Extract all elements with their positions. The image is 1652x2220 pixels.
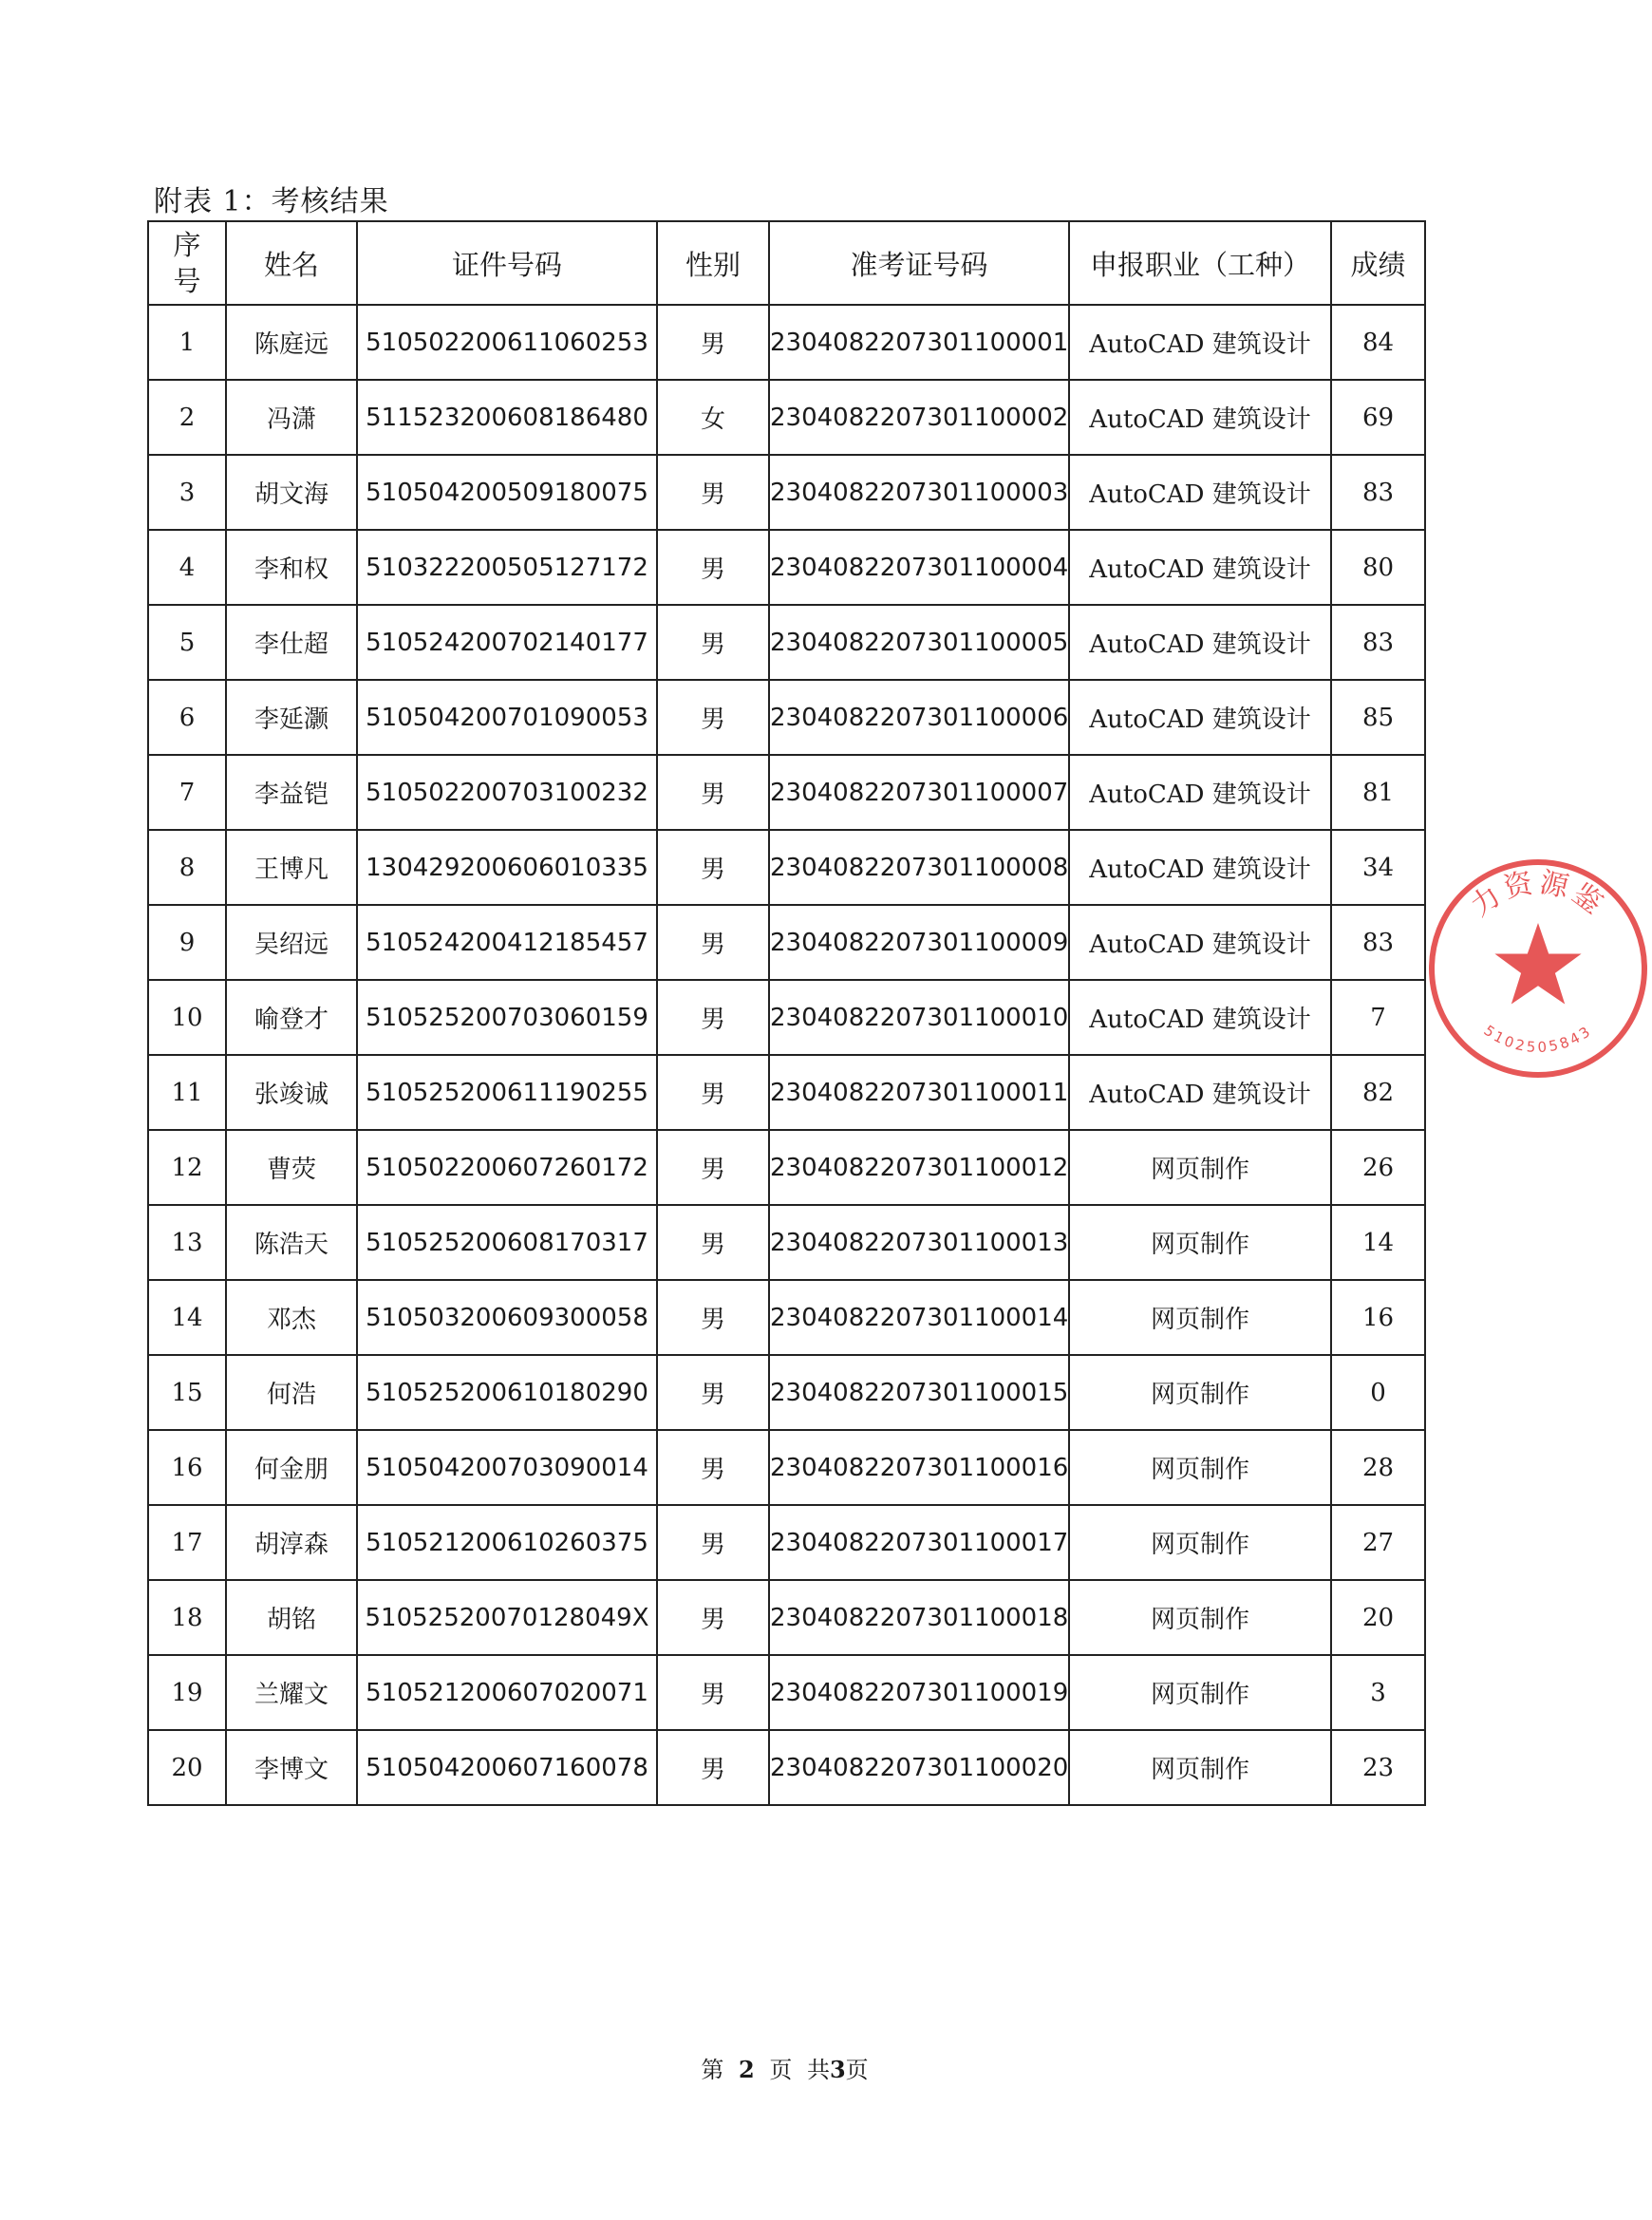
cell-id-number: 510524200412185457 [357, 905, 657, 980]
cell-name: 王博凡 [226, 830, 357, 905]
header-name: 姓名 [226, 221, 357, 305]
results-table [147, 220, 1426, 1806]
table-row [148, 1580, 1425, 1655]
cell-seq: 4 [148, 530, 226, 605]
cell-sex: 男 [657, 1430, 769, 1505]
table-row [148, 1430, 1425, 1505]
cell-sex: 男 [657, 605, 769, 680]
seal-number-text [1481, 1022, 1596, 1056]
cell-seq: 7 [148, 755, 226, 830]
cell-exam-number: 2304082207301100012 [769, 1130, 1069, 1205]
cell-job: AutoCAD 建筑设计 [1069, 530, 1331, 605]
cell-name: 李博文 [226, 1730, 357, 1805]
cell-score: 23 [1331, 1730, 1425, 1805]
cell-name: 张竣诚 [226, 1055, 357, 1130]
cell-id-number: 510521200610260375 [357, 1505, 657, 1580]
cell-job: 网页制作 [1069, 1280, 1331, 1355]
cell-sex: 男 [657, 1355, 769, 1430]
cell-id-number: 510503200609300058 [357, 1280, 657, 1355]
cell-exam-number: 2304082207301100017 [769, 1505, 1069, 1580]
cell-id-number: 510502200607260172 [357, 1130, 657, 1205]
cell-job: AutoCAD 建筑设计 [1069, 305, 1331, 380]
cell-exam-number: 2304082207301100002 [769, 380, 1069, 455]
cell-sex: 男 [657, 455, 769, 530]
cell-id-number: 510504200701090053 [357, 680, 657, 755]
cell-score: 3 [1331, 1655, 1425, 1730]
header-id: 证件号码 [357, 221, 657, 305]
cell-seq: 5 [148, 605, 226, 680]
table-row [148, 1730, 1425, 1805]
cell-seq: 10 [148, 980, 226, 1055]
cell-job: AutoCAD 建筑设计 [1069, 680, 1331, 755]
cell-job: AutoCAD 建筑设计 [1069, 755, 1331, 830]
cell-sex: 男 [657, 830, 769, 905]
table-body [148, 305, 1425, 1805]
cell-score: 0 [1331, 1355, 1425, 1430]
cell-name: 冯潇 [226, 380, 357, 455]
page-current: 2 [738, 2056, 755, 2083]
cell-exam-number: 2304082207301100016 [769, 1430, 1069, 1505]
cell-score: 83 [1331, 605, 1425, 680]
cell-id-number: 510502200703100232 [357, 755, 657, 830]
cell-id-number: 510521200607020071 [357, 1655, 657, 1730]
cell-id-number: 510525200611190255 [357, 1055, 657, 1130]
cell-sex: 男 [657, 1055, 769, 1130]
cell-exam-number: 2304082207301100013 [769, 1205, 1069, 1280]
cell-id-number: 510525200608170317 [357, 1205, 657, 1280]
cell-exam-number: 2304082207301100011 [769, 1055, 1069, 1130]
cell-seq: 1 [148, 305, 226, 380]
cell-sex: 男 [657, 1130, 769, 1205]
cell-exam-number: 2304082207301100001 [769, 305, 1069, 380]
header-job: 申报职业（工种） [1069, 221, 1331, 305]
cell-id-number: 510525200610180290 [357, 1355, 657, 1430]
cell-id-number: 510524200702140177 [357, 605, 657, 680]
cell-score: 34 [1331, 830, 1425, 905]
seal-number-textpath: 5102505843 [1480, 1022, 1596, 1057]
cell-exam-number: 2304082207301100018 [769, 1580, 1069, 1655]
cell-id-number: 130429200606010335 [357, 830, 657, 905]
cell-exam-number: 2304082207301100006 [769, 680, 1069, 755]
header-sex: 性别 [657, 221, 769, 305]
cell-score: 69 [1331, 380, 1425, 455]
cell-name: 李仕超 [226, 605, 357, 680]
header-seq-line2: 号 [173, 265, 201, 297]
cell-job: 网页制作 [1069, 1430, 1331, 1505]
cell-seq: 20 [148, 1730, 226, 1805]
cell-name: 李益铠 [226, 755, 357, 830]
cell-seq: 2 [148, 380, 226, 455]
cell-id-number: 510504200509180075 [357, 455, 657, 530]
cell-exam-number: 2304082207301100004 [769, 530, 1069, 605]
cell-job: AutoCAD 建筑设计 [1069, 905, 1331, 980]
cell-name: 兰耀文 [226, 1655, 357, 1730]
cell-id-number: 510322200505127172 [357, 530, 657, 605]
cell-seq: 3 [148, 455, 226, 530]
cell-seq: 15 [148, 1355, 226, 1430]
table-row [148, 905, 1425, 980]
cell-name: 胡淳森 [226, 1505, 357, 1580]
table-row [148, 605, 1425, 680]
cell-seq: 11 [148, 1055, 226, 1130]
cell-sex: 男 [657, 755, 769, 830]
cell-sex: 男 [657, 1280, 769, 1355]
cell-job: 网页制作 [1069, 1205, 1331, 1280]
cell-score: 14 [1331, 1205, 1425, 1280]
table-header-row [148, 221, 1425, 305]
cell-seq: 8 [148, 830, 226, 905]
official-seal [1424, 855, 1652, 1082]
cell-sex: 男 [657, 905, 769, 980]
cell-exam-number: 2304082207301100010 [769, 980, 1069, 1055]
page-suffix: 页 [845, 2057, 869, 2083]
cell-job: AutoCAD 建筑设计 [1069, 380, 1331, 455]
cell-job: AutoCAD 建筑设计 [1069, 980, 1331, 1055]
cell-id-number: 511523200608186480 [357, 380, 657, 455]
cell-sex: 男 [657, 530, 769, 605]
cell-job: AutoCAD 建筑设计 [1069, 455, 1331, 530]
cell-score: 81 [1331, 755, 1425, 830]
cell-id-number: 510525200703060159 [357, 980, 657, 1055]
cell-seq: 13 [148, 1205, 226, 1280]
cell-name: 吴绍远 [226, 905, 357, 980]
cell-job: 网页制作 [1069, 1580, 1331, 1655]
cell-sex: 男 [657, 305, 769, 380]
cell-sex: 男 [657, 1205, 769, 1280]
cell-score: 7 [1331, 980, 1425, 1055]
table-row [148, 1205, 1425, 1280]
cell-job: AutoCAD 建筑设计 [1069, 830, 1331, 905]
cell-exam-number: 2304082207301100007 [769, 755, 1069, 830]
cell-id-number: 510504200703090014 [357, 1430, 657, 1505]
cell-exam-number: 2304082207301100009 [769, 905, 1069, 980]
table-row [148, 755, 1425, 830]
cell-score: 16 [1331, 1280, 1425, 1355]
cell-exam-number: 2304082207301100019 [769, 1655, 1069, 1730]
cell-sex: 男 [657, 980, 769, 1055]
cell-exam-number: 2304082207301100008 [769, 830, 1069, 905]
cell-sex: 男 [657, 1505, 769, 1580]
header-seq-line1: 序 [173, 229, 201, 261]
cell-seq: 9 [148, 905, 226, 980]
cell-sex: 男 [657, 1580, 769, 1655]
cell-seq: 16 [148, 1430, 226, 1505]
cell-job: 网页制作 [1069, 1355, 1331, 1430]
cell-exam-number: 2304082207301100003 [769, 455, 1069, 530]
cell-exam-number: 2304082207301100005 [769, 605, 1069, 680]
cell-exam-number: 2304082207301100020 [769, 1730, 1069, 1805]
cell-job: 网页制作 [1069, 1730, 1331, 1805]
header-score: 成绩 [1331, 221, 1425, 305]
cell-name: 胡文海 [226, 455, 357, 530]
cell-name: 李延灏 [226, 680, 357, 755]
cell-sex: 男 [657, 680, 769, 755]
cell-score: 84 [1331, 305, 1425, 380]
table-row [148, 830, 1425, 905]
cell-job: 网页制作 [1069, 1655, 1331, 1730]
cell-seq: 14 [148, 1280, 226, 1355]
cell-name: 何浩 [226, 1355, 357, 1430]
cell-name: 李和权 [226, 530, 357, 605]
cell-id-number: 510502200611060253 [357, 305, 657, 380]
cell-score: 20 [1331, 1580, 1425, 1655]
header-exam-no: 准考证号码 [769, 221, 1069, 305]
cell-score: 26 [1331, 1130, 1425, 1205]
table-row [148, 305, 1425, 380]
table-row [148, 455, 1425, 530]
page-prefix: 第 [701, 2057, 724, 2083]
cell-score: 85 [1331, 680, 1425, 755]
header-seq [148, 221, 226, 305]
cell-seq: 17 [148, 1505, 226, 1580]
cell-seq: 18 [148, 1580, 226, 1655]
cell-exam-number: 2304082207301100014 [769, 1280, 1069, 1355]
table-row [148, 380, 1425, 455]
cell-sex: 女 [657, 380, 769, 455]
cell-sex: 男 [657, 1730, 769, 1805]
cell-name: 陈庭远 [226, 305, 357, 380]
cell-id-number: 510504200607160078 [357, 1730, 657, 1805]
cell-seq: 6 [148, 680, 226, 755]
cell-score: 83 [1331, 905, 1425, 980]
cell-seq: 19 [148, 1655, 226, 1730]
cell-name: 邓杰 [226, 1280, 357, 1355]
cell-name: 喻登才 [226, 980, 357, 1055]
table-row [148, 1280, 1425, 1355]
cell-sex: 男 [657, 1655, 769, 1730]
star-icon [1494, 923, 1581, 1005]
cell-name: 胡铭 [226, 1580, 357, 1655]
cell-id-number: 51052520070128049X [357, 1580, 657, 1655]
table-row [148, 680, 1425, 755]
table-row [148, 1355, 1425, 1430]
table-row [148, 1130, 1425, 1205]
cell-name: 曹荧 [226, 1130, 357, 1205]
table-row [148, 1505, 1425, 1580]
table-row [148, 980, 1425, 1055]
table-row [148, 1055, 1425, 1130]
cell-seq: 12 [148, 1130, 226, 1205]
cell-job: AutoCAD 建筑设计 [1069, 1055, 1331, 1130]
seal-arc-textpath: 力资源鉴 [1464, 865, 1612, 924]
cell-score: 82 [1331, 1055, 1425, 1130]
cell-score: 28 [1331, 1430, 1425, 1505]
cell-job: 网页制作 [1069, 1130, 1331, 1205]
table-caption: 附表 1：考核结果 [154, 185, 389, 218]
page-mid: 页 共 [769, 2057, 830, 2083]
cell-exam-number: 2304082207301100015 [769, 1355, 1069, 1430]
page-footer [0, 2051, 1569, 2084]
cell-name: 何金朋 [226, 1430, 357, 1505]
table-row [148, 530, 1425, 605]
cell-name: 陈浩天 [226, 1205, 357, 1280]
page-total: 3 [829, 2056, 846, 2083]
cell-score: 27 [1331, 1505, 1425, 1580]
cell-job: AutoCAD 建筑设计 [1069, 605, 1331, 680]
table-row [148, 1655, 1425, 1730]
cell-score: 83 [1331, 455, 1425, 530]
cell-score: 80 [1331, 530, 1425, 605]
cell-job: 网页制作 [1069, 1505, 1331, 1580]
